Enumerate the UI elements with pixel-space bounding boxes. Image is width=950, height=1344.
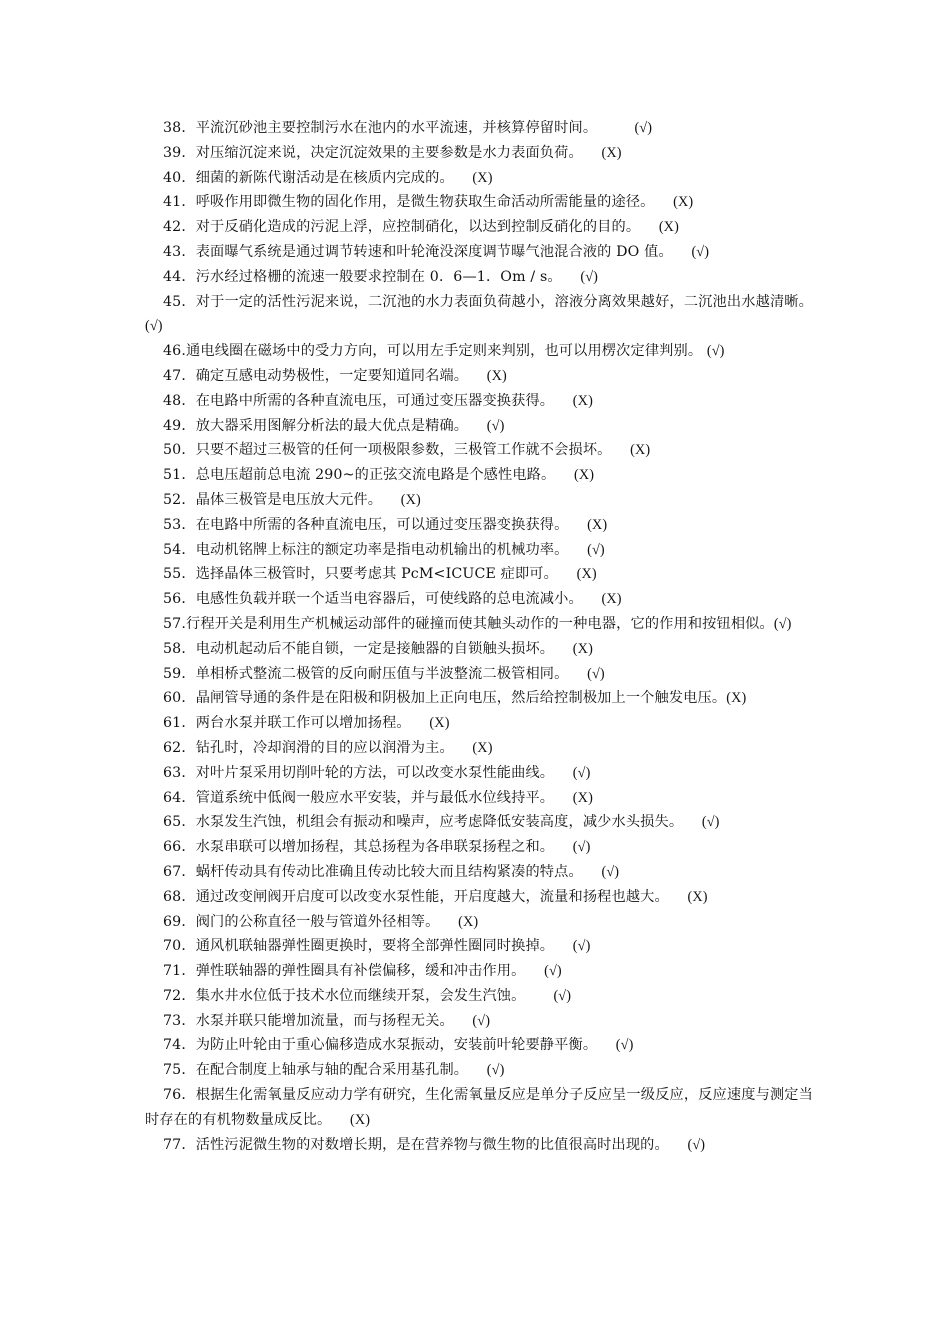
question-item xyxy=(145,736,813,761)
answer-gap xyxy=(439,914,458,930)
answer-mark: (X) xyxy=(673,194,694,211)
answer-mark: (X) xyxy=(574,467,595,484)
question-item xyxy=(145,1133,813,1158)
question-item xyxy=(145,959,813,984)
question-item xyxy=(145,339,813,364)
question-item xyxy=(145,215,813,240)
answer-gap xyxy=(555,467,574,483)
question-item xyxy=(145,860,813,885)
question-number: 58． xyxy=(163,640,196,657)
answer-gap xyxy=(683,814,702,830)
question-number: 56． xyxy=(163,591,196,608)
question-number: 51． xyxy=(163,467,196,484)
answer-mark: (X) xyxy=(658,219,679,236)
question-text: 只要不超过三极管的任何一项极限参数，三极管工作就不会损坏。 xyxy=(195,442,612,459)
question-item xyxy=(145,786,813,811)
question-text: 表面曝气系统是通过调节转速和叶轮淹没深度调节曝气池混合液的 DO 值。 xyxy=(195,243,673,260)
answer-gap xyxy=(597,120,634,136)
question-number: 45． xyxy=(163,293,196,310)
question-item xyxy=(145,463,813,488)
question-number: 72． xyxy=(163,987,196,1004)
answer-mark: (X) xyxy=(429,715,450,732)
question-text: 通电线圈在磁场中的受力方向，可以用左手定则来判别，也可以用楞次定律判别。 xyxy=(186,343,703,360)
answer-mark: (X) xyxy=(572,640,593,657)
question-number: 49． xyxy=(163,417,196,434)
question-text: 电动机起动后不能自锁，一定是接触器的自锁触头损坏。 xyxy=(195,640,555,657)
question-number: 42． xyxy=(163,219,196,236)
answer-mark: (√) xyxy=(472,1012,491,1029)
question-text: 总电压超前总电流 290~的正弦交流电路是个感性电路。 xyxy=(195,467,556,484)
question-text: 弹性联轴器的弹性圈具有补偿偏移，缓和冲击作用。 xyxy=(195,963,526,980)
answer-gap xyxy=(468,368,487,384)
answer-gap xyxy=(525,988,553,1004)
question-number: 63． xyxy=(163,764,196,781)
answer-mark: (X) xyxy=(601,591,622,608)
question-text: 细菌的新陈代谢活动是在核质内完成的。 xyxy=(195,169,454,186)
answer-gap xyxy=(669,889,688,905)
question-text: 水泵并联只能增加流量，而与扬程无关。 xyxy=(195,1012,454,1029)
question-text: 根据生化需氧量反应动力学有研究，生化需氧量反应是单分子反应呈一级反应，反应速度与测定当时存在的有机物数量成反比。 xyxy=(145,1087,813,1128)
question-text: 通过改变闸阀开启度可以改变水泵性能，开启度越大，流量和扬程也越大。 xyxy=(195,888,669,905)
question-item xyxy=(145,364,813,389)
question-number: 75． xyxy=(163,1062,196,1079)
question-text: 确定互感电动势极性，一定要知道同名端。 xyxy=(195,367,469,384)
question-text: 电感性负载并联一个适当电容器后，可使线路的总电流减小。 xyxy=(195,591,583,608)
answer-mark: (√) xyxy=(587,665,605,682)
question-item xyxy=(145,265,813,290)
question-number: 65． xyxy=(163,814,196,831)
question-item xyxy=(145,116,813,141)
question-item xyxy=(145,637,813,662)
question-text: 放大器采用图解分析法的最大优点是精确。 xyxy=(195,417,469,434)
answer-gap xyxy=(331,1112,350,1128)
answer-mark: (X) xyxy=(687,888,708,905)
question-number: 54． xyxy=(163,541,196,558)
question-text: 集水井水位低于技术水位而继续开泵，会发生汽蚀。 xyxy=(195,987,526,1004)
question-number: 77． xyxy=(163,1136,196,1153)
question-number: 73． xyxy=(163,1012,196,1029)
answer-mark: (X) xyxy=(726,690,747,707)
answer-gap xyxy=(673,244,692,260)
question-number: 68． xyxy=(163,888,196,905)
answer-gap xyxy=(525,963,544,979)
question-number: 67． xyxy=(163,863,196,880)
question-text: 蜗杆传动具有传动比准确且传动比较大而且结构紧凑的特点。 xyxy=(195,863,583,880)
answer-gap xyxy=(454,740,473,756)
question-number: 64． xyxy=(163,789,196,806)
question-number: 74． xyxy=(163,1037,196,1054)
question-text: 为防止叶轮由于重心偏移造成水泵振动，安装前叶轮要静平衡。 xyxy=(195,1037,598,1054)
answer-mark: (√) xyxy=(145,318,163,335)
answer-gap xyxy=(568,666,587,682)
question-number: 59． xyxy=(163,665,196,682)
question-number: 38． xyxy=(163,120,196,136)
question-item xyxy=(145,686,813,711)
answer-mark: (X) xyxy=(572,392,593,409)
question-text: 污水经过格栅的流速一般要求控制在 0．6—1．Om / s。 xyxy=(195,268,562,285)
answer-gap xyxy=(597,1037,616,1053)
question-item xyxy=(145,562,813,587)
answer-gap xyxy=(562,269,581,285)
answer-gap xyxy=(612,442,631,458)
answer-mark: (X) xyxy=(472,739,493,756)
answer-gap xyxy=(554,839,573,855)
question-text: 水泵发生汽蚀，机组会有振动和噪声，应考虑降低安装高度，减少水头损失。 xyxy=(195,814,684,831)
question-number: 70． xyxy=(163,938,196,955)
question-number: 46. xyxy=(163,343,187,360)
question-number: 50． xyxy=(163,442,196,459)
question-item xyxy=(145,1058,813,1083)
answer-mark: (√) xyxy=(572,839,591,856)
answer-mark: (√) xyxy=(553,987,572,1004)
question-item xyxy=(145,810,813,835)
question-text: 选择晶体三极管时，只要考虑其 PcM<ICUCE 症即可。 xyxy=(195,566,558,583)
answer-gap xyxy=(468,1062,487,1078)
question-number: 62． xyxy=(163,739,196,756)
question-item xyxy=(145,538,813,563)
question-number: 41． xyxy=(163,194,196,211)
answer-gap xyxy=(558,566,577,582)
question-text: 两台水泵并联工作可以增加扬程。 xyxy=(195,715,411,732)
question-item xyxy=(145,488,813,513)
question-item xyxy=(145,166,813,191)
question-text: 阀门的公称直径一般与管道外径相等。 xyxy=(195,913,440,930)
question-text: 晶体三极管是电压放大元件。 xyxy=(195,491,383,508)
answer-gap xyxy=(411,715,430,731)
question-number: 48． xyxy=(163,392,196,409)
question-item xyxy=(145,711,813,736)
answer-gap xyxy=(655,194,674,210)
question-number: 44． xyxy=(163,268,196,285)
question-number: 76． xyxy=(163,1087,196,1104)
question-item xyxy=(145,190,813,215)
answer-gap xyxy=(468,418,487,434)
question-text: 在电路中所需的各种直流电压，可以通过变压器变换获得。 xyxy=(195,516,569,533)
question-item xyxy=(145,1083,813,1133)
answer-mark: (√) xyxy=(687,1136,706,1153)
answer-mark: (X) xyxy=(576,566,597,583)
question-text: 行程开关是利用生产机械运动部件的碰撞而使其触头动作的一种电器，它的作用和按钮相似。 xyxy=(186,615,774,632)
answer-mark: (X) xyxy=(472,169,493,186)
question-item xyxy=(145,934,813,959)
answer-mark: (√) xyxy=(486,1062,505,1079)
answer-gap xyxy=(554,393,573,409)
question-item xyxy=(145,612,813,637)
answer-mark: (X) xyxy=(400,491,421,508)
answer-mark: (X) xyxy=(486,367,507,384)
answer-gap xyxy=(554,790,573,806)
question-text: 管道系统中低阀一般应水平安装，并与最低水位线持平。 xyxy=(195,789,555,806)
question-item xyxy=(145,662,813,687)
question-item xyxy=(145,587,813,612)
question-item xyxy=(145,885,813,910)
answer-mark: (X) xyxy=(587,516,608,533)
question-item xyxy=(145,1009,813,1034)
answer-gap xyxy=(382,492,401,508)
answer-gap xyxy=(554,938,573,954)
question-number: 60． xyxy=(163,690,196,707)
question-text: 通风机联轴器弹性圈更换时，要将全部弹性圈同时换掉。 xyxy=(195,938,555,955)
question-text: 对于一定的活性污泥来说，二沉池的水力表面负荷越小，溶液分离效果越好，二沉池出水越清晰。 xyxy=(195,293,813,310)
answer-mark: (√) xyxy=(544,963,562,980)
question-number: 40． xyxy=(163,169,196,186)
answer-mark: (√) xyxy=(601,863,620,880)
question-item xyxy=(145,513,813,538)
question-item xyxy=(145,141,813,166)
answer-mark: (√) xyxy=(572,764,591,781)
answer-mark: (√) xyxy=(701,814,720,831)
answer-mark: (√) xyxy=(486,417,505,434)
question-text: 对叶片泵采用切削叶轮的方法，可以改变水泵性能曲线。 xyxy=(195,764,555,781)
answer-gap xyxy=(583,591,602,607)
question-number: 39． xyxy=(163,144,196,161)
question-text: 对压缩沉淀来说，决定沉淀效果的主要参数是水力表面负荷。 xyxy=(195,144,583,161)
answer-gap xyxy=(583,145,602,161)
question-text: 钻孔时，冷却润滑的目的应以润滑为主。 xyxy=(195,739,454,756)
question-number: 71． xyxy=(163,963,196,980)
answer-mark: (√) xyxy=(587,541,605,558)
answer-mark: (X) xyxy=(350,1111,371,1128)
question-item xyxy=(145,438,813,463)
question-number: 53． xyxy=(163,516,196,533)
question-text: 在电路中所需的各种直流电压，可通过变压器变换获得。 xyxy=(195,392,555,409)
answer-mark: (√) xyxy=(580,268,599,285)
question-text: 在配合制度上轴承与轴的配合采用基孔制。 xyxy=(195,1062,469,1079)
question-item xyxy=(145,835,813,860)
question-text: 电动机铭牌上标注的额定功率是指电动机输出的机械功率。 xyxy=(195,541,569,558)
answer-gap xyxy=(568,517,587,533)
answer-gap xyxy=(640,219,659,235)
question-text: 水泵串联可以增加扬程，其总扬程为各串联泵扬程之和。 xyxy=(195,839,555,856)
question-text: 对于反硝化造成的污泥上浮，应控制硝化，以达到控制反硝化的目的。 xyxy=(195,219,641,236)
answer-gap xyxy=(669,1137,688,1153)
answer-mark: (X) xyxy=(601,144,622,161)
answer-mark: (X) xyxy=(458,913,479,930)
question-item xyxy=(145,389,813,414)
answer-mark: (√) xyxy=(634,120,653,136)
answer-gap xyxy=(583,864,602,880)
question-number: 43． xyxy=(163,243,196,260)
answer-gap xyxy=(454,170,473,186)
question-item xyxy=(145,240,813,265)
answer-mark: (√) xyxy=(691,243,710,260)
answer-gap xyxy=(554,765,573,781)
question-item xyxy=(145,761,813,786)
question-text: 单相桥式整流二极管的反向耐压值与半波整流二极管相同。 xyxy=(195,665,569,682)
question-text: 呼吸作用即微生物的固化作用，是微生物获取生命活动所需能量的途径。 xyxy=(195,194,655,211)
question-number: 52． xyxy=(163,491,196,508)
question-number: 47． xyxy=(163,367,196,384)
answer-gap xyxy=(454,1013,473,1029)
question-text: 晶闸管导通的条件是在阳极和阴极加上正向电压，然后给控制极加上一个触发电压。 xyxy=(195,690,727,707)
question-text: 平流沉砂池主要控制污水在池内的水平流速，并核算停留时间。 xyxy=(195,120,598,136)
question-text: 活性污泥微生物的对数增长期，是在营养物与微生物的比值很高时出现的。 xyxy=(195,1136,669,1153)
question-number: 69． xyxy=(163,913,196,930)
question-item xyxy=(145,910,813,935)
answer-mark: (√) xyxy=(615,1037,634,1054)
question-item xyxy=(145,984,813,1009)
answer-mark: (√) xyxy=(773,615,792,632)
answer-mark: (X) xyxy=(630,442,651,459)
answer-mark: (X) xyxy=(572,789,593,806)
question-item xyxy=(145,1033,813,1058)
question-item xyxy=(145,414,813,439)
question-number: 61． xyxy=(163,715,196,732)
question-list xyxy=(145,116,813,1157)
question-number: 57. xyxy=(163,615,187,632)
answer-mark: (√) xyxy=(706,343,725,360)
question-number: 55． xyxy=(163,566,196,583)
question-number: 66． xyxy=(163,839,196,856)
question-item xyxy=(145,290,813,340)
answer-mark: (√) xyxy=(572,938,591,955)
answer-gap xyxy=(554,641,573,657)
answer-gap xyxy=(568,542,587,558)
